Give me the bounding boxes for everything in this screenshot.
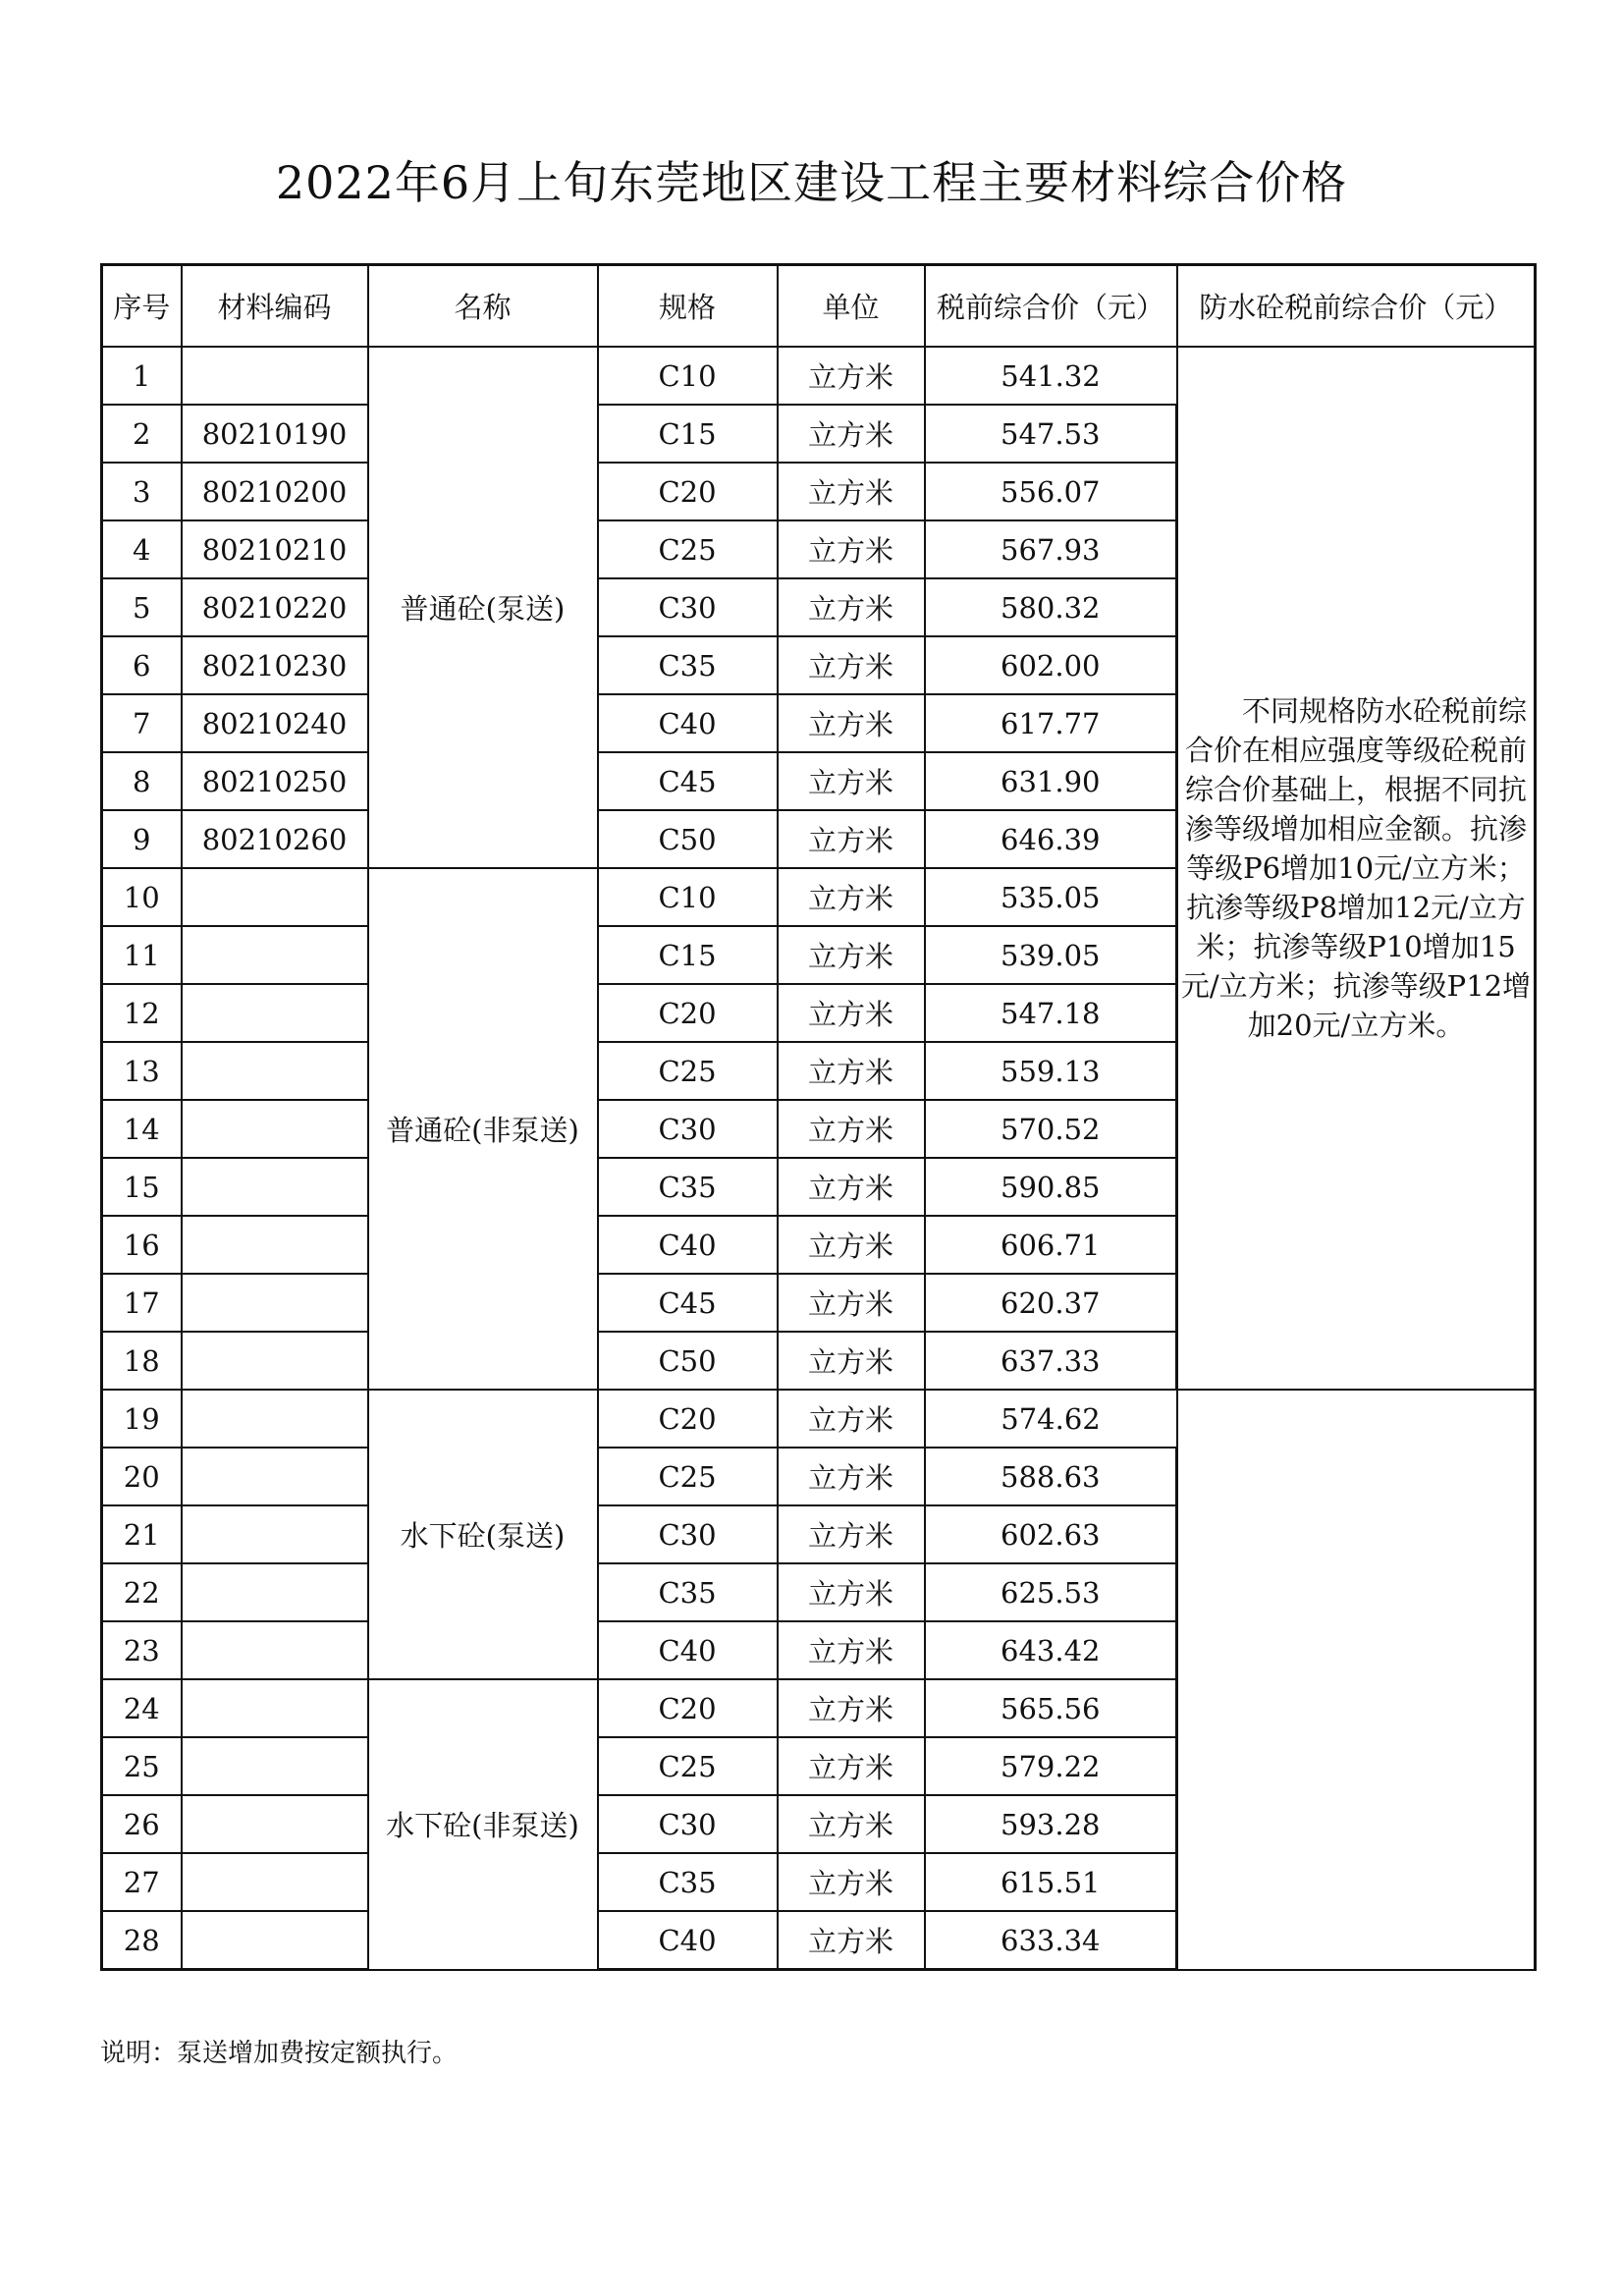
row-seq: 26 — [102, 1795, 182, 1853]
row-price: 606.71 — [925, 1216, 1177, 1274]
row-seq: 23 — [102, 1621, 182, 1679]
row-unit: 立方米 — [778, 636, 925, 694]
row-code — [182, 1448, 368, 1505]
row-unit: 立方米 — [778, 694, 925, 752]
row-seq: 4 — [102, 520, 182, 578]
row-seq: 28 — [102, 1911, 182, 1970]
table-row — [102, 347, 1536, 405]
row-spec: C20 — [598, 463, 778, 520]
row-price: 631.90 — [925, 752, 1177, 810]
row-unit: 立方米 — [778, 1621, 925, 1679]
row-spec: C15 — [598, 405, 778, 463]
row-seq: 22 — [102, 1563, 182, 1621]
row-unit: 立方米 — [778, 463, 925, 520]
row-price: 625.53 — [925, 1563, 1177, 1621]
row-unit: 立方米 — [778, 1332, 925, 1390]
row-spec: C45 — [598, 1274, 778, 1332]
header-code: 材料编码 — [182, 265, 368, 348]
row-seq: 25 — [102, 1737, 182, 1795]
row-code: 80210230 — [182, 636, 368, 694]
row-price: 541.32 — [925, 347, 1177, 405]
row-code — [182, 984, 368, 1042]
row-seq: 16 — [102, 1216, 182, 1274]
row-code: 80210240 — [182, 694, 368, 752]
row-unit: 立方米 — [778, 1100, 925, 1158]
row-code — [182, 1158, 368, 1216]
row-price: 643.42 — [925, 1621, 1177, 1679]
row-price: 615.51 — [925, 1853, 1177, 1911]
row-code — [182, 1911, 368, 1970]
row-unit: 立方米 — [778, 868, 925, 926]
row-spec: C30 — [598, 578, 778, 636]
row-price: 547.18 — [925, 984, 1177, 1042]
row-seq: 11 — [102, 926, 182, 984]
row-code — [182, 868, 368, 926]
row-spec: C25 — [598, 1448, 778, 1505]
row-price: 602.63 — [925, 1505, 1177, 1563]
row-seq: 3 — [102, 463, 182, 520]
row-spec: C40 — [598, 1621, 778, 1679]
row-unit: 立方米 — [778, 347, 925, 405]
row-spec: C20 — [598, 1679, 778, 1737]
row-price: 593.28 — [925, 1795, 1177, 1853]
row-code — [182, 1737, 368, 1795]
header-spec: 规格 — [598, 265, 778, 348]
row-code — [182, 1679, 368, 1737]
row-spec: C20 — [598, 1390, 778, 1448]
row-material-name: 普通砼(非泵送) — [368, 868, 598, 1390]
row-unit: 立方米 — [778, 1158, 925, 1216]
header-name: 名称 — [368, 265, 598, 348]
row-seq: 19 — [102, 1390, 182, 1448]
row-code — [182, 1505, 368, 1563]
row-unit: 立方米 — [778, 1448, 925, 1505]
row-spec: C30 — [598, 1100, 778, 1158]
row-code — [182, 1563, 368, 1621]
row-spec: C10 — [598, 347, 778, 405]
row-unit: 立方米 — [778, 1853, 925, 1911]
header-price: 税前综合价（元） — [925, 265, 1177, 348]
row-code: 80210260 — [182, 810, 368, 868]
row-seq: 9 — [102, 810, 182, 868]
row-unit: 立方米 — [778, 1390, 925, 1448]
row-spec: C35 — [598, 1158, 778, 1216]
row-spec: C50 — [598, 810, 778, 868]
row-unit: 立方米 — [778, 926, 925, 984]
row-spec: C20 — [598, 984, 778, 1042]
waterproof-note-cell — [1177, 347, 1536, 1390]
row-code: 80210210 — [182, 520, 368, 578]
waterproof-note: 不同规格防水砼税前综合价在相应强度等级砼税前综合价基础上，根据不同抗渗等级增加相应金额。抗渗等级P6增加10元/立方米；抗渗等级P8增加12元/立方米；抗渗等级P10增加15元/立方米；抗渗等级P12增加20元/立方米。 — [1180, 694, 1532, 1042]
row-spec: C30 — [598, 1505, 778, 1563]
row-code — [182, 1853, 368, 1911]
row-spec: C50 — [598, 1332, 778, 1390]
row-unit: 立方米 — [778, 1042, 925, 1100]
header-waterproof-price: 防水砼税前综合价（元） — [1177, 265, 1536, 348]
row-price: 590.85 — [925, 1158, 1177, 1216]
row-price: 547.53 — [925, 405, 1177, 463]
waterproof-empty-cell — [1177, 1390, 1536, 1970]
row-unit: 立方米 — [778, 1679, 925, 1737]
row-code: 80210200 — [182, 463, 368, 520]
row-price: 617.77 — [925, 694, 1177, 752]
row-code — [182, 1042, 368, 1100]
row-spec: C25 — [598, 1042, 778, 1100]
row-price: 580.32 — [925, 578, 1177, 636]
row-seq: 24 — [102, 1679, 182, 1737]
row-price: 633.34 — [925, 1911, 1177, 1970]
row-unit: 立方米 — [778, 578, 925, 636]
row-seq: 20 — [102, 1448, 182, 1505]
row-material-name: 普通砼(泵送) — [368, 347, 598, 868]
row-price: 646.39 — [925, 810, 1177, 868]
row-seq: 27 — [102, 1853, 182, 1911]
row-price: 602.00 — [925, 636, 1177, 694]
page-title: 2022年6月上旬东莞地区建设工程主要材料综合价格 — [275, 156, 1348, 209]
row-spec: C35 — [598, 1853, 778, 1911]
row-price: 535.05 — [925, 868, 1177, 926]
row-code — [182, 926, 368, 984]
row-unit: 立方米 — [778, 1563, 925, 1621]
row-unit: 立方米 — [778, 405, 925, 463]
row-code — [182, 1795, 368, 1853]
row-spec: C10 — [598, 868, 778, 926]
row-seq: 21 — [102, 1505, 182, 1563]
row-spec: C25 — [598, 520, 778, 578]
row-unit: 立方米 — [778, 1216, 925, 1274]
row-unit: 立方米 — [778, 1274, 925, 1332]
row-code — [182, 1216, 368, 1274]
row-code — [182, 1621, 368, 1679]
row-price: 567.93 — [925, 520, 1177, 578]
table-header-row — [102, 265, 1536, 348]
row-code — [182, 1274, 368, 1332]
row-price: 574.62 — [925, 1390, 1177, 1448]
row-seq: 2 — [102, 405, 182, 463]
row-unit: 立方米 — [778, 810, 925, 868]
row-code — [182, 1100, 368, 1158]
row-spec: C40 — [598, 694, 778, 752]
row-spec: C30 — [598, 1795, 778, 1853]
row-price: 620.37 — [925, 1274, 1177, 1332]
row-price: 556.07 — [925, 463, 1177, 520]
row-seq: 6 — [102, 636, 182, 694]
row-spec: C40 — [598, 1911, 778, 1970]
row-code — [182, 347, 368, 405]
row-unit: 立方米 — [778, 752, 925, 810]
row-spec: C35 — [598, 1563, 778, 1621]
row-code: 80210190 — [182, 405, 368, 463]
row-price: 570.52 — [925, 1100, 1177, 1158]
row-material-name: 水下砼(非泵送) — [368, 1679, 598, 1970]
row-unit: 立方米 — [778, 520, 925, 578]
header-unit: 单位 — [778, 265, 925, 348]
row-spec: C25 — [598, 1737, 778, 1795]
row-price: 579.22 — [925, 1737, 1177, 1795]
row-code: 80210250 — [182, 752, 368, 810]
table-row — [102, 1390, 1536, 1448]
row-price: 539.05 — [925, 926, 1177, 984]
row-seq: 18 — [102, 1332, 182, 1390]
row-material-name: 水下砼(泵送) — [368, 1390, 598, 1679]
row-spec: C35 — [598, 636, 778, 694]
row-seq: 7 — [102, 694, 182, 752]
row-unit: 立方米 — [778, 1911, 925, 1970]
row-unit: 立方米 — [778, 1795, 925, 1853]
row-seq: 13 — [102, 1042, 182, 1100]
row-seq: 1 — [102, 347, 182, 405]
row-seq: 15 — [102, 1158, 182, 1216]
row-code: 80210220 — [182, 578, 368, 636]
row-price: 565.56 — [925, 1679, 1177, 1737]
row-spec: C40 — [598, 1216, 778, 1274]
row-seq: 10 — [102, 868, 182, 926]
row-price: 559.13 — [925, 1042, 1177, 1100]
table-body — [102, 347, 1536, 1970]
row-price: 588.63 — [925, 1448, 1177, 1505]
row-seq: 14 — [102, 1100, 182, 1158]
row-seq: 8 — [102, 752, 182, 810]
row-unit: 立方米 — [778, 984, 925, 1042]
row-unit: 立方米 — [778, 1737, 925, 1795]
row-unit: 立方米 — [778, 1505, 925, 1563]
row-code — [182, 1332, 368, 1390]
row-code — [182, 1390, 368, 1448]
header-seq: 序号 — [102, 265, 182, 348]
remark-note: 说明：泵送增加费按定额执行。 — [100, 2039, 459, 2068]
row-spec: C45 — [598, 752, 778, 810]
row-seq: 17 — [102, 1274, 182, 1332]
row-seq: 5 — [102, 578, 182, 636]
row-seq: 12 — [102, 984, 182, 1042]
row-price: 637.33 — [925, 1332, 1177, 1390]
row-spec: C15 — [598, 926, 778, 984]
price-table — [100, 263, 1537, 1971]
